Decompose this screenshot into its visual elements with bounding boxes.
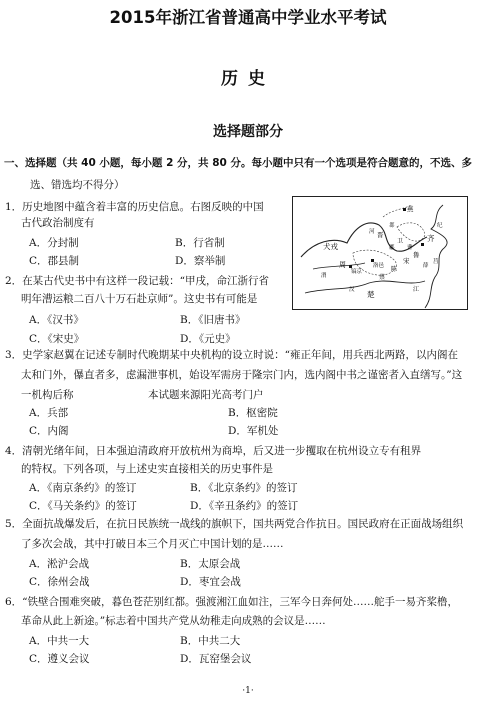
map-label-chu: 楚 — [367, 290, 375, 299]
q2-line-1: 2．在某古代史书中有这样一段记载：“甲戌，命江浙行省 — [5, 275, 270, 287]
q5-option-a: A．淞沪会战 — [29, 558, 90, 570]
q2-option-c: C．《宋史》 — [29, 333, 85, 345]
q5-option-d: D．枣宜会战 — [180, 576, 241, 588]
map-label-yong: 鄘 — [389, 245, 395, 251]
map-label-quanrong: 犬戎 — [323, 242, 338, 251]
q6-option-b: B．中共二大 — [180, 635, 241, 647]
map-label-lu: 鲁 — [413, 251, 420, 259]
instructions-line-2: 选、错选均不得分） — [30, 179, 125, 191]
map-label-xue: 薛 — [423, 263, 429, 269]
q4-option-a: A．《南京条约》的签订 — [29, 482, 137, 494]
q5-option-c: C．徐州会战 — [29, 576, 90, 588]
q6-option-d: D．瓦窑堡会议 — [180, 653, 252, 665]
q3-line-3: 一机构后称 — [21, 389, 74, 401]
q5-line-1: 5．全面抗战爆发后，在抗日民族统一战线的旗帜下，国共两党合作抗日。国民政府在正面战场组织 — [5, 518, 464, 530]
q3-line-2: 太和门外，儤直者多，虑漏泄事机，始设军需房于隆宗门内，选内阁中书之谨密者入直缮写。”这 — [21, 369, 463, 381]
q4-option-d: D．《辛丑条约》的签订 — [190, 500, 299, 512]
q5-line-2: 了多次会战，其中打破日本三个月灭亡中国计划的是…… — [21, 538, 284, 550]
map-label-chen: 陈 — [391, 266, 398, 273]
q2-option-d: D．《元史》 — [180, 333, 236, 345]
q5-option-b: B．太原会战 — [180, 558, 241, 570]
q1-option-b: B．行省制 — [175, 237, 225, 249]
page-number: ·1· — [242, 686, 254, 696]
q2-option-b: B．《旧唐书》 — [180, 314, 246, 326]
q3-line-1: 3．史学家赵翼在记述专制时代晚期某中央机构的设立时说：“雍正年间，用兵西北两路，以内阁在 — [5, 349, 459, 361]
q3-option-d: D．军机处 — [228, 425, 279, 437]
map-label-luoyi: 洛邑 — [373, 263, 385, 269]
q1-option-a: A．分封制 — [29, 237, 79, 249]
q3-option-b: B．枢密院 — [228, 407, 278, 419]
map-label-ju: 莒 — [433, 259, 439, 265]
map-graphic — [293, 197, 467, 309]
q6-option-c: C．遵义会议 — [29, 653, 90, 665]
q4-line-2: 的特权。下列各项，与上述史实直接相关的历史事件是 — [21, 463, 273, 475]
map-label-yan: 燕 — [407, 205, 414, 213]
q3-option-c: C．内阁 — [29, 425, 69, 437]
q2-option-a: A．《汉书》 — [29, 314, 84, 326]
q1-option-c: C．郡县制 — [29, 255, 80, 267]
map-label-cao: 曹 — [407, 245, 413, 251]
map-label-zhou: 周 — [339, 261, 346, 269]
map-label-jin: 晋 — [377, 231, 384, 239]
q6-option-a: A．中共一大 — [29, 635, 90, 647]
ancient-china-map — [292, 196, 468, 310]
map-label-wei-river: 渭 — [321, 273, 327, 279]
map-label-ji: 纪 — [437, 223, 443, 229]
q1-option-d: D．察举制 — [175, 255, 226, 267]
q4-option-c: C．《马关条约》的签订 — [29, 500, 137, 512]
q3-option-a: A．兵部 — [29, 407, 69, 419]
map-label-haojing: 镐京 — [351, 269, 363, 275]
map-label-jiang-river: 江 — [413, 286, 420, 293]
map-label-qi: 齐 — [427, 234, 435, 243]
exam-title: 2015年浙江省普通高中学业水平考试 — [109, 8, 387, 27]
section-title: 选择题部分 — [213, 124, 283, 140]
map-label-he-river: 河 — [369, 229, 375, 235]
q1-line-1: 1．历史地图中蕴含着丰富的历史信息。右图反映的中国 — [5, 201, 264, 213]
q4-line-1: 4．清朝光绪年间，日本强迫清政府开放杭州为商埠，后又进一步攫取在杭州设立专有租界 — [5, 445, 422, 457]
map-label-wei-state: 卫 — [397, 238, 404, 245]
subject-title: 历史 — [221, 69, 275, 89]
map-label-bei: 邶 — [389, 223, 395, 229]
map-label-han-river: 汉 — [349, 287, 355, 293]
instructions-line-1: 一、选择题（共 40 小题，每小题 2 分，共 80 分。每小题中只有一个选项是符合题意的，不选、多 — [4, 157, 472, 169]
q1-line-2: 古代政治制度有 — [21, 217, 95, 229]
q4-option-b: B．《北京条约》的签订 — [190, 482, 298, 494]
map-label-song: 宋 — [403, 257, 410, 265]
q6-line-2: 革命从此上新途。”标志着中国共产党从幼稚走向成熟的会议是…… — [21, 615, 326, 627]
q6-line-1: 6．“铁壁合围难突破，暮色苍茫别红都。强渡湘江血如注，三军今日奔何处……舵手一易齐桨橹， — [5, 596, 459, 608]
q3-source-note: 本试题来源阳光高考门户 — [148, 389, 264, 401]
q2-line-2: 明年漕运粮二百八十万石赴京师”。这史书有可能是 — [21, 293, 258, 305]
map-label-cai: 蔡 — [379, 274, 386, 281]
